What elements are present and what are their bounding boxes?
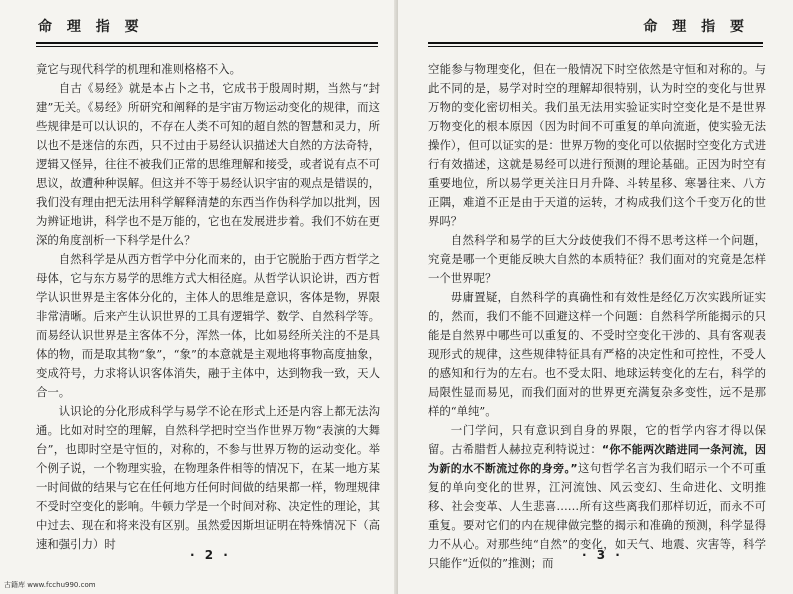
- page-body: [428, 60, 766, 573]
- paragraph: 认识论的分化形成科学与易学不论在形式上还是内容上都无法沟通。比如对时空的理解，自然科学把时空当作世界万物“表演的大舞台”，也即时空是守恒的，对称的，不参与世界万物的运动变化。举个例子说，一个物理实验，在物理条件相等的情况下，在某一地方某一时间做的结果与它在任何地方任何时间做的结果都一样，物理规律不受时空变化的影响。牛顿力学是一个时间对称、决定性的理论，其中过去、现在和将来没有区别。虽然爱因斯坦证明在特殊情况下（高速和强引力）时: [36, 404, 380, 551]
- running-header: 命 理 指 要: [643, 19, 749, 35]
- watermark: 古籍库 www.fcchu990.com: [4, 581, 96, 589]
- paragraph: 竟它与现代科学的机理和准则格格不入。: [36, 62, 242, 76]
- paragraph-text: 自然科学和易学的巨大分歧使我们不得不思考这样一个问题，究竟是哪一个更能反映大自然的本质特征？我们面对的究竟是怎样一个世界呢？: [428, 233, 766, 285]
- paragraph-text: 空能参与物理变化，但在一般情况下时空依然是守恒和对称的。与此不同的是，易学对时空的理解却很特别，认为时空的变化与世界万物的变化密切相关。我们虽无法用实验证实时空变化是不是世界万物变化的根本原因（因为时间不可重复的单向流逝，使实验无法操作），但可以证实的是：世界万物的变化可以依据时空变化方式进行有效描述，这就是易经可以进行预测的理论基础。正因为时空有重要地位，所以易学更关注日月升降、斗转星移、寒暑往来、八方正隅，难道不正是由于天道的运转，才构成我们这个千变万化的世界吗？: [428, 62, 766, 228]
- paragraph: 自然科学是从西方哲学中分化而来的，由于它脱胎于西方哲学之母体，它与东方易学的思维方式大相径庭。从哲学认识论讲，西方哲学认识世界是主客体分化的，主体人的思维是意识，客体是物，界限非常清晰。后来产生认识世界的工具有逻辑学、数学、自然科学等。而易经认识世界是主客体不分，浑然一体，比如易经所关注的不是具体的物，而是取其物“象”，“象”的本意就是主观地将事物高度抽象，变成符号，力求将认识客体消失，融于主体中，达到物我一致，天人合一。: [36, 252, 380, 399]
- page-number: · 3 ·: [582, 548, 623, 562]
- paragraph: 自古《易经》就是本占卜之书，它成书于殷周时期，当然与“封建”无关。《易经》所研究和阐释的是宇宙万物运动变化的规律，而这些规律是可以认识的，不存在人类不可知的超自然的智慧和灵力，所以也不是迷信的东西，只不过由于易经认识描述大自然的方法奇特，逻辑又怪异，往往不被我们正常的思维理解和接受，或者说有点不可思议，故遭种种误解。但这并不等于易经认识宇宙的观点是错误的，我们没有理由把无法用科学解释清楚的东西当作伪科学加以批判，因为辨证地讲，科学也不是万能的，它也在发展进步着。我们不妨在更深的角度剖析一下科学是什么？: [36, 81, 380, 247]
- paragraph-text: 一门学问，只有意识到自身的界限，它的哲学内容才得以保留。古希腊哲人赫拉克利特说过：: [428, 423, 766, 456]
- paragraph: [428, 231, 766, 288]
- header-rule: [428, 42, 763, 47]
- right-page: [398, 0, 793, 594]
- header-rule: [36, 42, 378, 47]
- paragraph-text: 这句哲学名言为我们昭示一个不可重复的单向变化的世界，江河流蚀、风云变幻、生命进化、文明推移、社会变革、人生悲喜……所有这些离我们那样切近，而永不可重复。要对它们的内在规律做完整的揭示和准确的预测，科学显得力不从心。对那些纯“自然”的变化，如天气、地震、灾害等，科学只能作“近似的”推测；而: [428, 461, 766, 570]
- page-number: · 2 ·: [190, 548, 231, 562]
- paragraph-text: 毋庸置疑，自然科学的真确性和有效性是经亿万次实践所证实的，然而，我们不能不回避这样一个问题：自然科学所能揭示的只能是自然界中哪些可以重复的、不受时空变化干涉的、具有客观表现形式的规律，这些规律特征具有严格的决定性和可控性，不受人的感知和行为的左右。也不受太阳、地球运转变化的左右，科学的局限性显而易见，而我们面对的世界更充满复杂多变性，远不是那样的“单纯”。: [428, 290, 766, 418]
- emphasized-quote: “你不能两次踏进同一条河流，因为新的水不断流过你的身旁。”: [428, 443, 766, 475]
- page-body: [36, 60, 380, 554]
- running-header: 命 理 指 要: [38, 19, 144, 35]
- paragraph: [428, 60, 766, 231]
- paragraph: [428, 288, 766, 421]
